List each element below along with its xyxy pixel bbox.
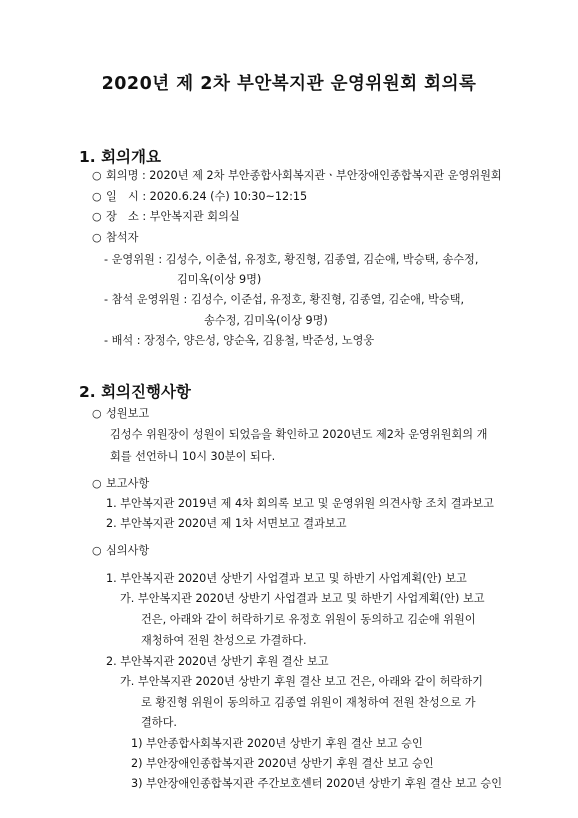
deliberation-line: 로 황진형 위원이 동의하고 김종열 위원이 재청하여 전원 찬성으로 가 (141, 696, 476, 709)
meeting-place-text: 장 소 : 부안복지관 회의실 (106, 210, 240, 223)
deliberation-line: 가. 부안복지관 2020년 상반기 후원 결산 보고 건은, 아래와 같이 허락하기 (120, 675, 483, 688)
committee-members-line-cont: 김미옥(이상 9명) (177, 273, 262, 286)
deliberation-items-title: 심의사항 (106, 544, 150, 557)
deliberation-subitem: 2) 부안장애인종합복지관 2020년 상반기 후원 결산 보고 승인 (131, 757, 434, 770)
document-title: 2020년 제 2차 부안복지관 운영위원회 회의록 (101, 74, 477, 94)
deliberation-line: 1. 부안복지관 2020년 상반기 사업결과 보고 및 하반기 사업계획(안) 보고 (106, 572, 467, 585)
report-items-item (92, 476, 149, 492)
report-line-1: 1. 부안복지관 2019년 제 4차 회의록 보고 및 운영위원 의견사항 조치 결과보고 (106, 497, 494, 510)
observers-line: - 배석 : 장정수, 양은성, 양순옥, 김용철, 박준성, 노영웅 (104, 334, 375, 347)
present-members-line: - 참석 운영위원 : 김성수, 이준섭, 유정호, 황진형, 김종열, 김순애, 박승택, (104, 293, 465, 306)
deliberation-subitem: 3) 부안장애인종합복지관 주간보호센터 2020년 상반기 후원 결산 보고 승인 (131, 777, 503, 790)
circle-bullet-icon: ○ (92, 231, 102, 244)
section1-heading: 1. 회의개요 (79, 148, 161, 166)
meeting-name-text: 회의명 : 2020년 제 2차 부안종합사회복지관ㆍ부안장애인종합복지관 운영위원회 (106, 169, 502, 182)
deliberation-line: 재청하여 전원 찬성으로 가결하다. (141, 634, 307, 647)
circle-bullet-icon: ○ (92, 169, 102, 182)
deliberation-line: 건은, 아래와 같이 허락하기로 유정호 위원이 동의하고 김순애 위원이 (141, 613, 476, 626)
report-items-title: 보고사항 (106, 477, 150, 490)
quorum-report-title: 성원보고 (106, 407, 150, 420)
meeting-place-item (92, 209, 240, 225)
quorum-report-item (92, 406, 149, 422)
committee-members-line: - 운영위원 : 김성수, 이춘섭, 유정호, 황진형, 김종열, 김순애, 박승택, 송수정, (104, 253, 479, 266)
meeting-date-text: 일 시 : 2020.6.24 (수) 10:30~12:15 (106, 190, 308, 203)
section2-heading: 2. 회의진행사항 (79, 383, 191, 401)
deliberation-line: 가. 부안복지관 2020년 상반기 사업결과 보고 및 하반기 사업계획(안) 보고 (120, 592, 485, 605)
attendees-label: 참석자 (106, 231, 139, 244)
deliberation-line: 2. 부안복지관 2020년 상반기 후원 결산 보고 (106, 655, 329, 668)
deliberation-items-item (92, 543, 149, 559)
meeting-name-item (92, 168, 502, 184)
report-line-2: 2. 부안복지관 2020년 제 1차 서면보고 결과보고 (106, 517, 347, 530)
circle-bullet-icon: ○ (92, 477, 102, 490)
quorum-text-line: 김성수 위원장이 성원이 되었음을 확인하고 2020년도 제2차 운영위원회의 개 (110, 428, 488, 441)
deliberation-line: 결하다. (141, 716, 177, 729)
circle-bullet-icon: ○ (92, 544, 102, 557)
present-members-line-cont: 송수정, 김미옥(이상 9명) (204, 314, 328, 327)
quorum-text-line: 회를 선언하니 10시 30분이 되다. (110, 450, 276, 463)
circle-bullet-icon: ○ (92, 210, 102, 223)
circle-bullet-icon: ○ (92, 407, 102, 420)
meeting-date-item (92, 189, 307, 205)
circle-bullet-icon: ○ (92, 190, 102, 203)
deliberation-subitem: 1) 부안종합사회복지관 2020년 상반기 후원 결산 보고 승인 (131, 737, 423, 750)
attendees-item (92, 230, 138, 246)
